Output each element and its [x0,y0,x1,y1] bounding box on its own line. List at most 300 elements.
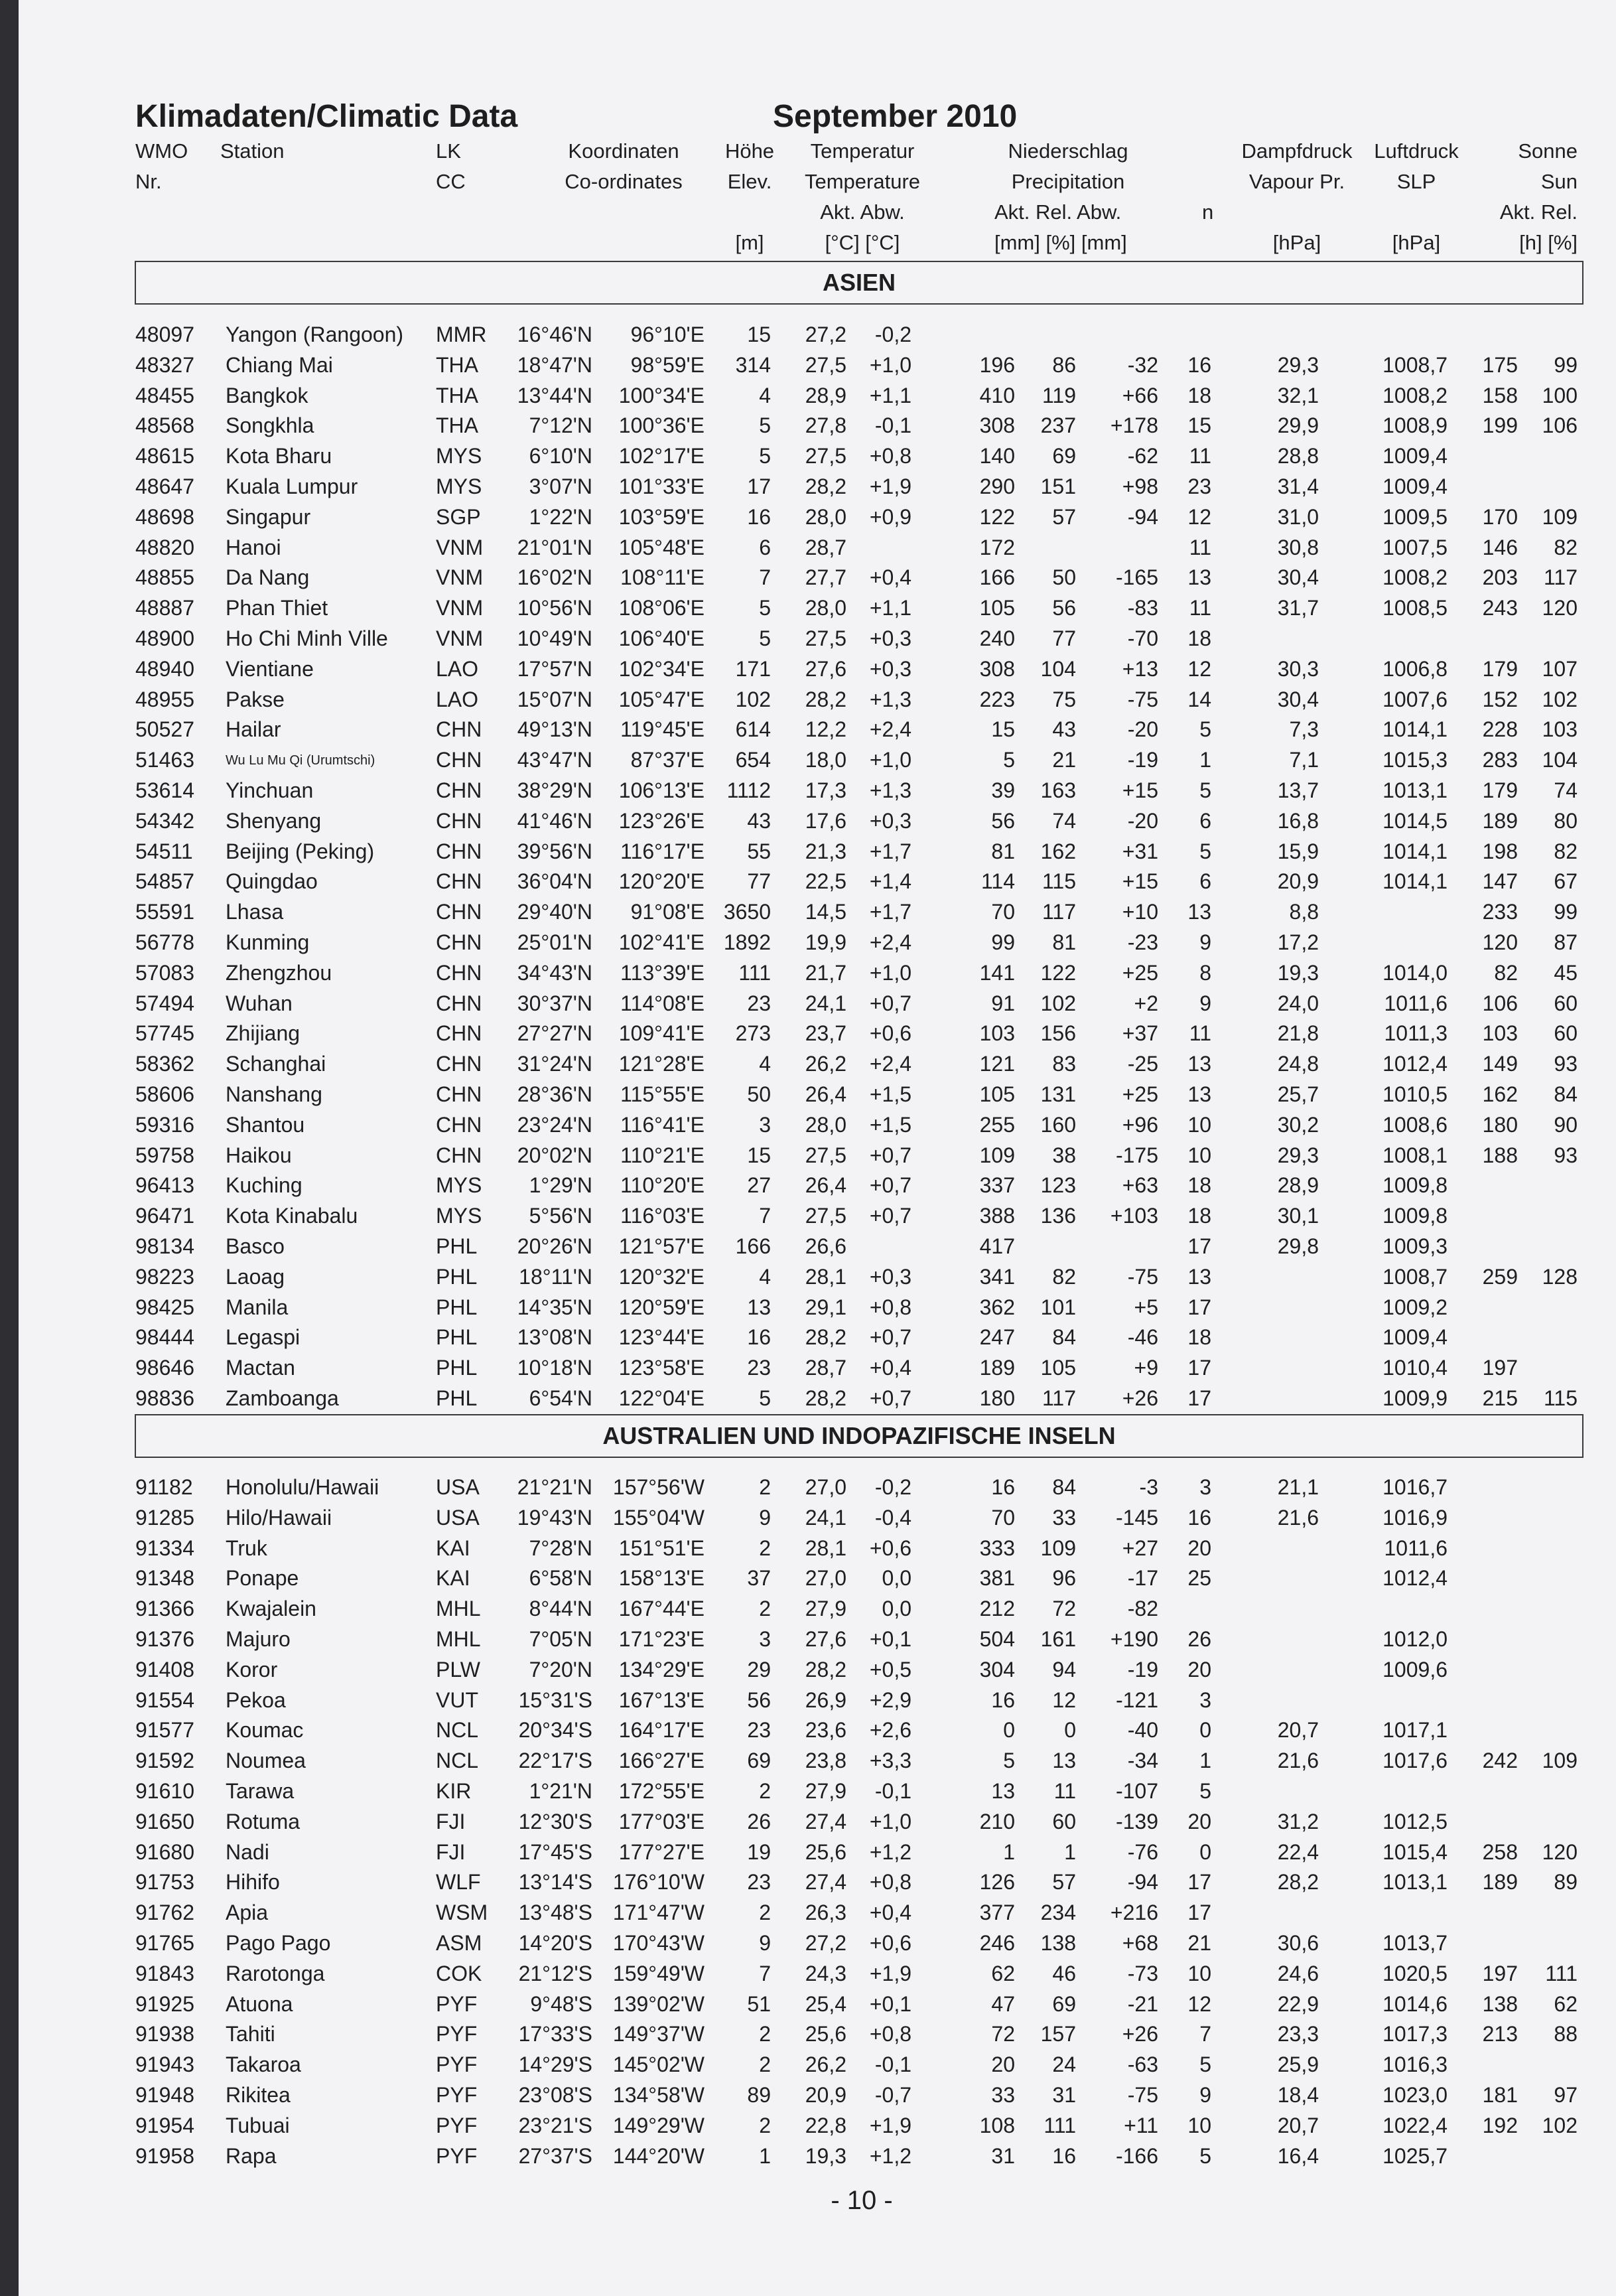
latitude: 20°34'S [518,1718,592,1743]
precipitation-relative: 57 [1052,1870,1076,1895]
station-name: Shenyang [226,808,322,833]
country-code: PYF [436,2082,478,2107]
wmo-number: 91943 [135,2052,194,2077]
precipitation: 16 [991,1687,1015,1712]
elevation: 43 [747,808,771,833]
country-code: PHL [436,1295,478,1319]
temperature: 28,2 [805,1657,846,1682]
sea-level-pressure: 1014,5 [1382,808,1448,833]
sunshine-relative: 84 [1554,1082,1578,1106]
elevation: 314 [735,352,771,377]
precipitation-deviation: -73 [1127,1961,1158,1985]
precipitation-deviation: +2 [1134,991,1158,1015]
sea-level-pressure: 1009,4 [1382,1325,1448,1350]
longitude: 151°51'E [618,1536,705,1560]
precipitation-relative: 69 [1052,444,1076,468]
country-code: SGP [436,504,481,529]
sunshine-hours: 188 [1482,1143,1518,1167]
latitude: 23°08'S [518,2082,592,2107]
precipitation-days: 9 [1199,2082,1211,2107]
col-coord-2: Co-ordinates [565,170,683,193]
temperature-deviation: +2,4 [869,930,911,954]
wmo-number: 55591 [135,900,194,924]
sea-level-pressure: 1013,1 [1382,1870,1448,1895]
vapour-pressure: 24,0 [1277,991,1319,1015]
country-code: PYF [436,1991,478,2016]
sunshine-hours: 228 [1482,717,1518,742]
latitude: 1°29'N [529,1173,592,1198]
precipitation: 172 [979,535,1015,559]
precipitation-relative: 136 [1040,1204,1076,1228]
sunshine-relative: 120 [1542,596,1578,620]
precipitation-days: 20 [1187,1536,1211,1560]
station-name: Legaspi [226,1325,301,1350]
precipitation-relative: 69 [1052,1991,1076,2016]
precipitation-deviation: -165 [1115,565,1158,590]
precipitation-relative: 156 [1040,1021,1076,1046]
wmo-number: 98134 [135,1234,194,1258]
temperature: 27,2 [805,323,846,346]
sunshine-relative: 99 [1554,900,1578,924]
country-code: CHN [436,1143,482,1167]
sunshine-hours: 197 [1482,1961,1518,1985]
elevation: 4 [759,1264,771,1289]
precipitation-days: 3 [1199,1687,1211,1712]
precipitation: 333 [979,1536,1015,1560]
temperature: 24,1 [805,991,846,1015]
vapour-pressure: 21,1 [1277,1475,1319,1499]
longitude: 139°02'W [612,1991,705,2016]
sunshine-relative: 102 [1542,2113,1578,2137]
temperature: 18,0 [805,748,846,772]
sunshine-hours: 170 [1482,504,1518,529]
sunshine-relative: 103 [1542,717,1578,742]
temperature: 21,3 [805,839,846,863]
precipitation: 13 [991,1778,1015,1803]
temperature: 29,1 [805,1295,846,1319]
temperature: 28,9 [805,383,846,407]
temperature-deviation: +0,6 [869,1021,911,1046]
wmo-number: 91762 [135,1901,194,1925]
country-code: THA [436,352,478,377]
longitude: 157°56'W [612,1475,705,1499]
section-band-pacific [135,1414,1583,1458]
precipitation-relative: 119 [1042,383,1076,407]
temperature-deviation: +0,8 [869,1870,911,1895]
sea-level-pressure: 1012,5 [1382,1809,1448,1833]
elevation: 1112 [726,778,771,802]
sunshine-relative: 82 [1554,535,1578,559]
elevation: 37 [747,1566,771,1591]
longitude: 106°40'E [618,626,705,650]
sea-level-pressure: 1009,3 [1382,1234,1448,1258]
sea-level-pressure: 1016,7 [1382,1475,1448,1499]
sunshine-relative: 106 [1542,413,1578,438]
longitude: 177°27'E [618,1839,705,1864]
temperature-deviation: +1,0 [869,960,911,985]
precipitation-days: 0 [1199,1839,1211,1864]
temperature-deviation: -0,2 [874,1475,911,1499]
sunshine-hours: 179 [1482,778,1518,802]
longitude: 166°27'E [618,1749,705,1773]
longitude: 105°47'E [618,687,705,711]
precipitation: 290 [979,474,1015,498]
temperature: 22,5 [805,869,846,894]
station-name: Hailar [226,717,281,742]
country-code: MMR [436,323,487,346]
country-code: KAI [436,1566,470,1591]
precipitation-deviation: -145 [1115,1505,1158,1530]
vapour-pressure: 16,4 [1277,2143,1319,2168]
sea-level-pressure: 1012,4 [1382,1566,1448,1591]
precipitation-relative: 111 [1044,2113,1076,2137]
wmo-number: 59316 [135,1112,194,1137]
sea-level-pressure: 1022,4 [1382,2113,1448,2137]
elevation: 166 [735,1234,771,1258]
longitude: 164°17'E [618,1718,705,1743]
elevation: 9 [759,1930,771,1955]
temperature-deviation: +2,4 [869,1052,911,1076]
sunshine-relative: 74 [1554,778,1578,802]
wmo-number: 91680 [135,1839,194,1864]
precipitation-relative: 104 [1040,656,1076,681]
country-code: CHN [436,1052,482,1076]
wmo-number: 91765 [135,1930,194,1955]
latitude: 27°37'S [518,2143,592,2168]
longitude: 110°20'E [620,1173,705,1198]
longitude: 149°37'W [612,2022,705,2046]
col-vp-unit: [hPa] [1272,231,1321,254]
precipitation-relative: 60 [1052,1809,1076,1833]
sunshine-hours: 242 [1482,1749,1518,1773]
precipitation-relative: 96 [1052,1566,1076,1591]
temperature: 28,1 [805,1264,846,1289]
sunshine-hours: 199 [1482,413,1518,438]
station-name: Rapa [226,2143,277,2168]
elevation: 9 [759,1505,771,1530]
country-code: CHN [436,900,482,924]
temperature: 26,3 [805,1901,846,1925]
precipitation-deviation: -46 [1127,1325,1158,1350]
elevation: 50 [747,1082,771,1106]
temperature-deviation: +0,5 [869,1657,911,1682]
sunshine-relative: 104 [1542,748,1578,772]
elevation: 89 [747,2082,771,2107]
temperature: 23,8 [805,1749,846,1773]
sea-level-pressure: 1012,4 [1382,1052,1448,1076]
precipitation-deviation: -23 [1127,930,1158,954]
wmo-number: 91376 [135,1626,194,1651]
wmo-number: 59758 [135,1143,194,1167]
country-code: MHL [436,1597,481,1621]
station-name: Noumea [226,1749,306,1773]
elevation: 2 [759,1901,771,1925]
wmo-number: 98223 [135,1264,194,1289]
sunshine-hours: 259 [1482,1264,1518,1289]
country-code: PYF [436,2052,478,2077]
precipitation-relative: 102 [1040,991,1076,1015]
country-code: CHN [436,930,482,954]
temperature: 27,2 [805,1930,846,1955]
temperature: 27,8 [805,413,846,438]
col-sun-sub: Akt. Rel. [1499,200,1578,224]
longitude: 116°17'E [620,839,705,863]
vapour-pressure: 24,8 [1277,1052,1319,1076]
longitude: 177°03'E [618,1809,705,1833]
precipitation-days: 8 [1199,960,1211,985]
country-code: PYF [436,2143,478,2168]
precipitation-days: 16 [1187,1505,1211,1530]
wmo-number: 98425 [135,1295,194,1319]
sunshine-hours: 215 [1482,1386,1518,1410]
sunshine-hours: 82 [1494,960,1518,985]
sunshine-relative: 90 [1554,1112,1578,1137]
sunshine-relative: 89 [1554,1870,1578,1895]
elevation: 3650 [723,900,771,924]
temperature: 24,1 [805,1505,846,1530]
station-name: Mactan [226,1356,295,1380]
precipitation-deviation: -70 [1127,626,1158,650]
precipitation-days: 20 [1187,1657,1211,1682]
temperature: 28,0 [805,596,846,620]
country-code: KIR [436,1778,472,1803]
vapour-pressure: 29,8 [1277,1234,1319,1258]
wmo-number: 91348 [135,1566,194,1591]
vapour-pressure: 24,6 [1277,1961,1319,1985]
wmo-number: 91408 [135,1657,194,1682]
precipitation: 105 [979,596,1015,620]
vapour-pressure: 21,8 [1277,1021,1319,1046]
country-code: CHN [436,991,482,1015]
sunshine-hours: 175 [1482,352,1518,377]
longitude: 167°44'E [618,1597,705,1621]
station-name: Rarotonga [226,1961,325,1985]
precipitation: 81 [991,839,1015,863]
longitude: 102°34'E [618,656,705,681]
precipitation-relative: 0 [1064,1718,1076,1743]
country-code: PHL [436,1386,478,1410]
wmo-number: 54511 [135,839,193,863]
precipitation: 5 [1003,748,1015,772]
sunshine-relative: 107 [1542,656,1578,681]
longitude: 102°41'E [618,930,705,954]
latitude: 38°29'N [517,778,592,802]
longitude: 115°55'E [620,1082,705,1106]
temperature: 28,0 [805,504,846,529]
sea-level-pressure: 1007,5 [1382,535,1448,559]
precipitation: 47 [991,1991,1015,2016]
wmo-number: 91843 [135,1961,194,1985]
station-name: Beijing (Peking) [226,839,375,863]
precipitation-deviation: -166 [1115,2143,1158,2168]
wmo-number: 53614 [135,778,194,802]
sunshine-relative: 128 [1542,1264,1578,1289]
precipitation-days: 16 [1187,352,1211,377]
precipitation-days: 15 [1187,413,1211,438]
sunshine-relative: 80 [1554,808,1578,833]
sunshine-hours: 189 [1482,1870,1518,1895]
precipitation: 33 [991,2082,1015,2107]
precipitation-relative: 1 [1064,1839,1076,1864]
wmo-number: 48955 [135,687,194,711]
col-prec-n: n [1202,200,1214,224]
precipitation-deviation: +103 [1110,1204,1158,1228]
elevation: 5 [759,626,771,650]
col-slp: Luftdruck [1374,139,1459,163]
longitude: 120°20'E [618,869,705,894]
station-name: Hilo/Hawaii [226,1505,332,1530]
precipitation-deviation: -20 [1127,808,1158,833]
precipitation: 240 [979,626,1015,650]
wmo-number: 91577 [135,1718,194,1743]
precipitation-relative: 82 [1052,1264,1076,1289]
wmo-number: 91958 [135,2143,194,2168]
precipitation-deviation: +216 [1110,1901,1158,1925]
sea-level-pressure: 1010,4 [1382,1356,1448,1380]
precipitation-relative: 38 [1052,1143,1076,1167]
wmo-number: 91954 [135,2113,194,2137]
section-title: AUSTRALIEN UND INDOPAZIFISCHE INSELN [602,1422,1116,1449]
temperature-deviation: +1,2 [869,2143,911,2168]
latitude: 7°05'N [529,1626,592,1651]
precipitation-deviation: -3 [1139,1475,1158,1499]
precipitation: 126 [979,1870,1015,1895]
precipitation-days: 14 [1187,687,1211,711]
temperature-deviation: +0,1 [869,1991,911,2016]
elevation: 69 [747,1749,771,1773]
temperature-deviation: +1,3 [869,687,911,711]
temperature: 26,9 [805,1687,846,1712]
country-code: VNM [436,626,484,650]
station-name: Shantou [226,1112,305,1137]
country-code: WSM [436,1901,488,1925]
precipitation-deviation: -107 [1115,1778,1158,1803]
elevation: 614 [735,717,771,742]
latitude: 5°56'N [529,1204,592,1228]
latitude: 10°18'N [517,1356,592,1380]
sea-level-pressure: 1014,6 [1382,1991,1448,2016]
temperature: 27,7 [805,565,846,590]
col-temp-2: Temperature [804,170,921,193]
wmo-number: 48455 [135,383,194,407]
precipitation-deviation: -139 [1115,1809,1158,1833]
elevation: 2 [759,1536,771,1560]
vapour-pressure: 22,4 [1277,1839,1319,1864]
scan-edge [0,0,19,2296]
precipitation: 62 [991,1961,1015,1985]
elevation: 2 [759,1475,771,1499]
precipitation-days: 25 [1187,1566,1211,1591]
sunshine-hours: 106 [1482,991,1518,1015]
temperature-deviation: -0,2 [874,323,911,346]
wmo-number: 50527 [135,717,194,742]
temperature-deviation: +3,3 [869,1749,911,1773]
precipitation-days: 5 [1199,2143,1211,2168]
sea-level-pressure: 1009,5 [1382,504,1448,529]
latitude: 6°58'N [529,1566,592,1591]
precipitation: 15 [991,717,1015,742]
longitude: 116°03'E [620,1204,705,1228]
elevation: 5 [759,444,771,468]
precipitation: 99 [991,930,1015,954]
precipitation: 72 [991,2022,1015,2046]
precipitation-deviation: -121 [1115,1687,1158,1712]
vapour-pressure: 30,6 [1277,1930,1319,1955]
country-code: CHN [436,1112,482,1137]
precipitation-days: 17 [1187,1356,1211,1380]
country-code: PHL [436,1325,478,1350]
station-name: Tubuai [226,2113,290,2137]
country-code: MYS [436,474,482,498]
latitude: 16°46'N [517,323,592,346]
sunshine-hours: 258 [1482,1839,1518,1864]
wmo-number: 91948 [135,2082,194,2107]
temperature: 27,6 [805,656,846,681]
sea-level-pressure: 1023,0 [1382,2082,1448,2107]
elevation: 2 [759,2052,771,2077]
precipitation-days: 5 [1199,1778,1211,1803]
col-vp-2: Vapour Pr. [1248,170,1345,193]
country-code: VNM [436,535,484,559]
latitude: 17°33'S [518,2022,592,2046]
precipitation-relative: 151 [1040,474,1076,498]
precipitation-relative: 33 [1052,1505,1076,1530]
elevation: 7 [759,565,771,590]
vapour-pressure: 29,3 [1277,1143,1319,1167]
precipitation-days: 5 [1199,778,1211,802]
col-temp-sub: Akt. Abw. [820,200,905,224]
precipitation: 410 [979,383,1015,407]
country-code: ASM [436,1930,482,1955]
wmo-number: 91938 [135,2022,194,2046]
country-code: THA [436,413,478,438]
country-code: CHN [436,869,482,894]
vapour-pressure: 28,8 [1277,444,1319,468]
vapour-pressure: 25,9 [1277,2052,1319,2077]
vapour-pressure: 32,1 [1277,383,1319,407]
precipitation-days: 10 [1187,2113,1211,2137]
temperature-deviation: +2,6 [869,1718,911,1743]
longitude: 170°43'W [612,1930,705,1955]
precipitation-days: 18 [1187,1173,1211,1198]
temperature-deviation: +1,0 [869,352,911,377]
vapour-pressure: 25,7 [1277,1082,1319,1106]
temperature-deviation: +1,5 [869,1082,911,1106]
temperature-deviation: +1,0 [869,748,911,772]
precipitation-deviation: -63 [1127,2052,1158,2077]
longitude: 106°13'E [618,778,705,802]
precipitation-relative: 56 [1052,596,1076,620]
longitude: 121°28'E [618,1052,705,1076]
precipitation: 247 [979,1325,1015,1350]
elevation: 16 [747,504,771,529]
precipitation-days: 10 [1187,1961,1211,1985]
temperature-deviation: +0,9 [869,504,911,529]
precipitation-days: 7 [1199,2022,1211,2046]
wmo-number: 48097 [135,323,194,346]
wmo-number: 91182 [135,1475,193,1499]
sunshine-hours: 179 [1482,656,1518,681]
country-code: LAO [436,687,479,711]
precipitation-relative: 86 [1052,352,1076,377]
precipitation-relative: 16 [1052,2143,1076,2168]
precipitation-relative: 105 [1040,1356,1076,1380]
elevation: 27 [747,1173,771,1198]
precipitation-deviation: +66 [1122,383,1158,407]
temperature: 28,2 [805,1386,846,1410]
precipitation: 70 [991,1505,1015,1530]
temperature: 27,9 [805,1778,846,1803]
